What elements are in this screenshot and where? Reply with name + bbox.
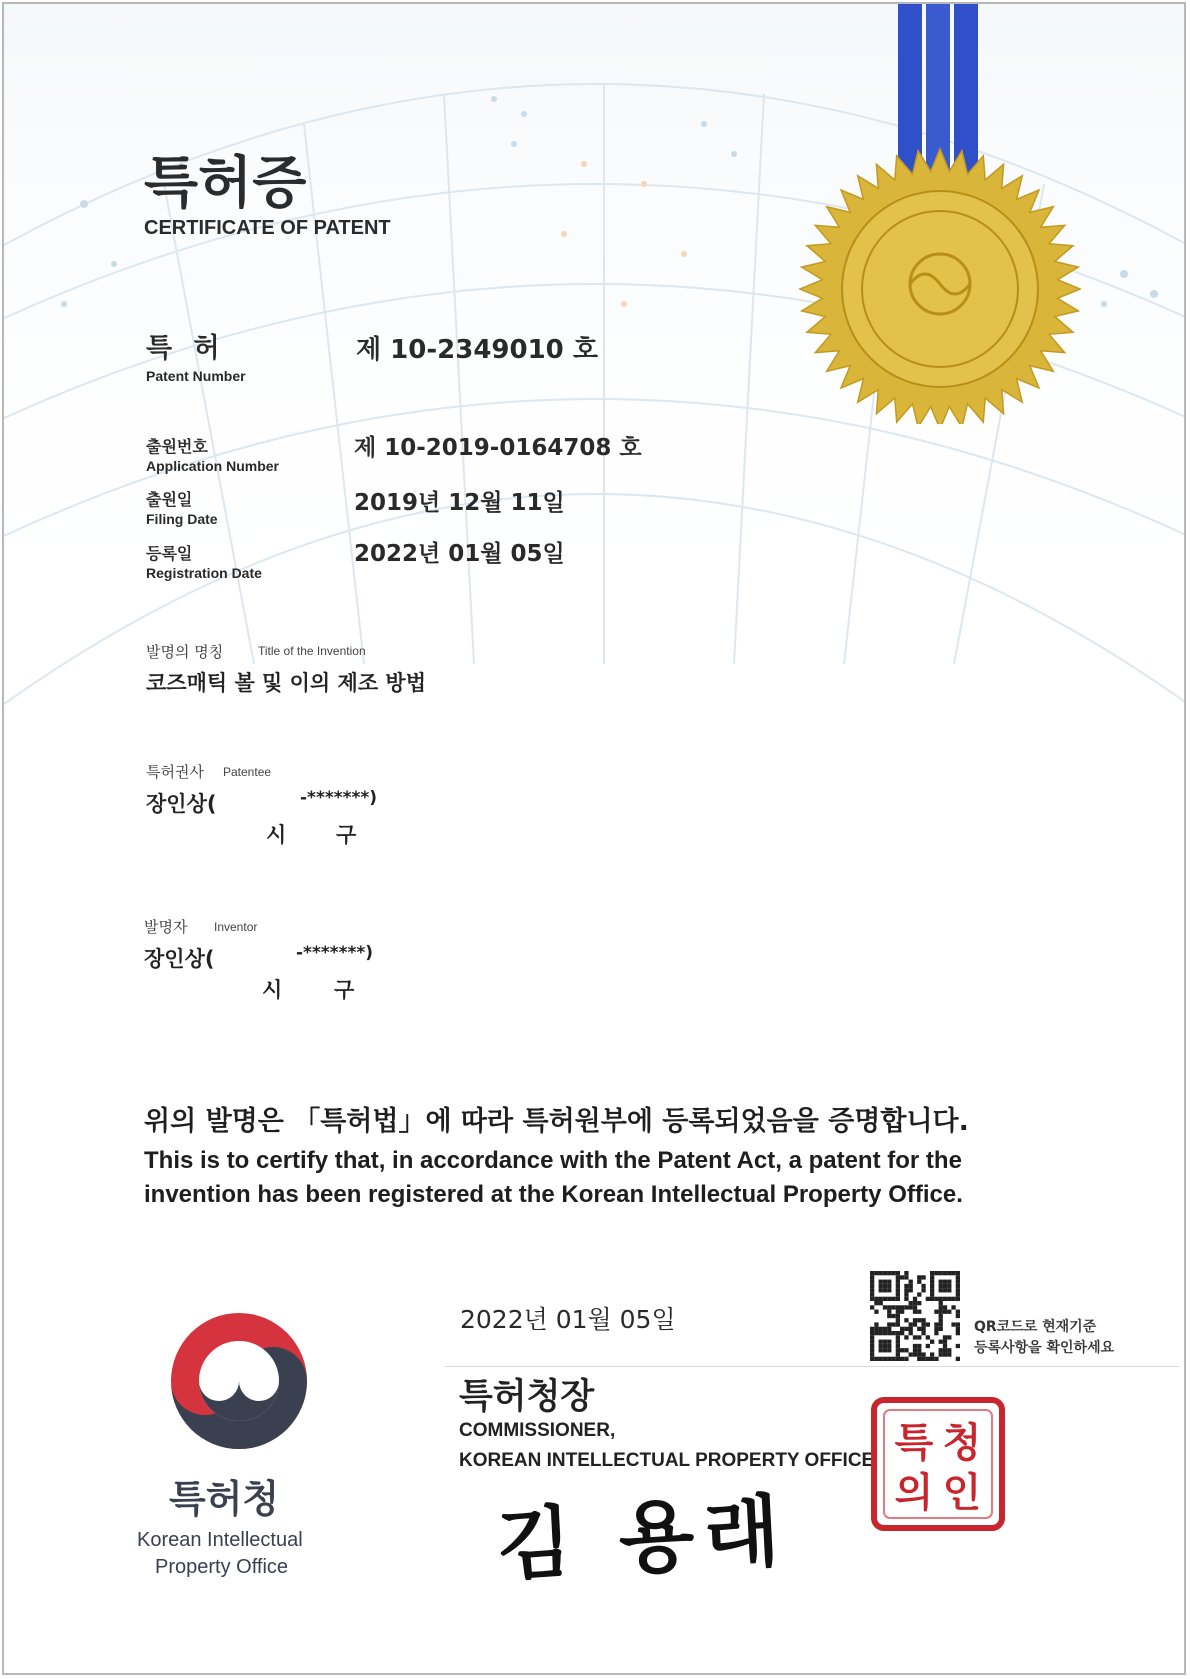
logo-name-ko: 특허청 bbox=[169, 1477, 280, 1521]
filing-date-label-ko: 출원일 bbox=[146, 490, 193, 509]
certification-statement-en-line2: invention has been registered at the Korean Intellectual Property Office. bbox=[144, 1181, 963, 1208]
invention-title: 코즈매틱 볼 및 이의 제조 방법 bbox=[146, 671, 426, 695]
svg-text:의: 의 bbox=[894, 1469, 934, 1516]
invention-label-en: Title of the Invention bbox=[258, 644, 366, 658]
gold-seal-icon bbox=[790, 4, 1110, 424]
divider-line bbox=[444, 1366, 1180, 1367]
filing-date-label-en: Filing Date bbox=[146, 511, 218, 527]
inventor-city: 시 bbox=[262, 978, 283, 1002]
patentee-city: 시 bbox=[266, 823, 287, 847]
certificate-page bbox=[2, 2, 1186, 1675]
registration-date-label-ko: 등록일 bbox=[146, 544, 193, 563]
qr-caption-line1: QR코드로 현재기준 bbox=[974, 1319, 1097, 1335]
logo-name-en-line2: Property Office bbox=[155, 1556, 289, 1578]
patentee-district: 구 bbox=[336, 823, 357, 847]
logo-name-en-line1: Korean Intellectual bbox=[137, 1529, 303, 1551]
patent-number-label-ko: 특 허 bbox=[146, 333, 226, 364]
commissioner-title-en-line1: COMMISSIONER, bbox=[459, 1420, 616, 1441]
inventor-district: 구 bbox=[334, 978, 355, 1002]
certification-statement-en-line1: This is to certify that, in accordance with the Patent Act, a patent for the bbox=[144, 1147, 962, 1174]
commissioner-title-en-line2: KOREAN INTELLECTUAL PROPERTY OFFICE bbox=[459, 1450, 875, 1471]
inventor-label-ko: 발명자 bbox=[144, 918, 188, 936]
qr-code-icon[interactable] bbox=[870, 1271, 960, 1361]
registration-date-value: 2022년 01월 05일 bbox=[354, 541, 565, 567]
page-title-korean: 특허증 bbox=[144, 151, 307, 216]
svg-text:인: 인 bbox=[942, 1469, 982, 1516]
registration-date-label-en: Registration Date bbox=[146, 565, 262, 581]
filing-date-value: 2019년 12월 11일 bbox=[354, 490, 565, 516]
inventor-name: 장인상( bbox=[144, 947, 215, 971]
qr-caption-line2: 등록사항을 확인하세요 bbox=[974, 1340, 1115, 1356]
invention-label-ko: 발명의 명칭 bbox=[146, 643, 224, 661]
taegeuk-logo-icon bbox=[164, 1306, 314, 1456]
inventor-masked-id: -*******) bbox=[296, 943, 374, 963]
application-number-label-ko: 출원번호 bbox=[146, 437, 208, 456]
svg-text:청: 청 bbox=[942, 1419, 982, 1466]
official-seal-stamp-icon bbox=[868, 1394, 1008, 1534]
commissioner-signature: 김 용래 bbox=[494, 1485, 792, 1592]
patent-number-value: 제 10-2349010 호 bbox=[356, 335, 598, 365]
application-number-value: 제 10-2019-0164708 호 bbox=[354, 435, 642, 461]
patentee-masked-id: -*******) bbox=[300, 788, 378, 808]
issue-date: 2022년 01월 05일 bbox=[460, 1305, 676, 1334]
patentee-label-en: Patentee bbox=[223, 765, 272, 779]
inventor-label-en: Inventor bbox=[214, 920, 258, 934]
svg-text:특: 특 bbox=[894, 1419, 934, 1466]
application-number-label-en: Application Number bbox=[146, 458, 280, 474]
commissioner-title-ko: 특허청장 bbox=[459, 1377, 595, 1417]
page-title-english: CERTIFICATE OF PATENT bbox=[144, 217, 391, 239]
patentee-name: 장인상( bbox=[146, 792, 217, 816]
certification-statement-ko: 위의 발명은 「특허법」에 따라 특허원부에 등록되었음을 증명합니다. bbox=[144, 1106, 969, 1137]
patentee-label-ko: 특허권사 bbox=[146, 763, 204, 781]
patent-number-label-en: Patent Number bbox=[146, 368, 246, 384]
